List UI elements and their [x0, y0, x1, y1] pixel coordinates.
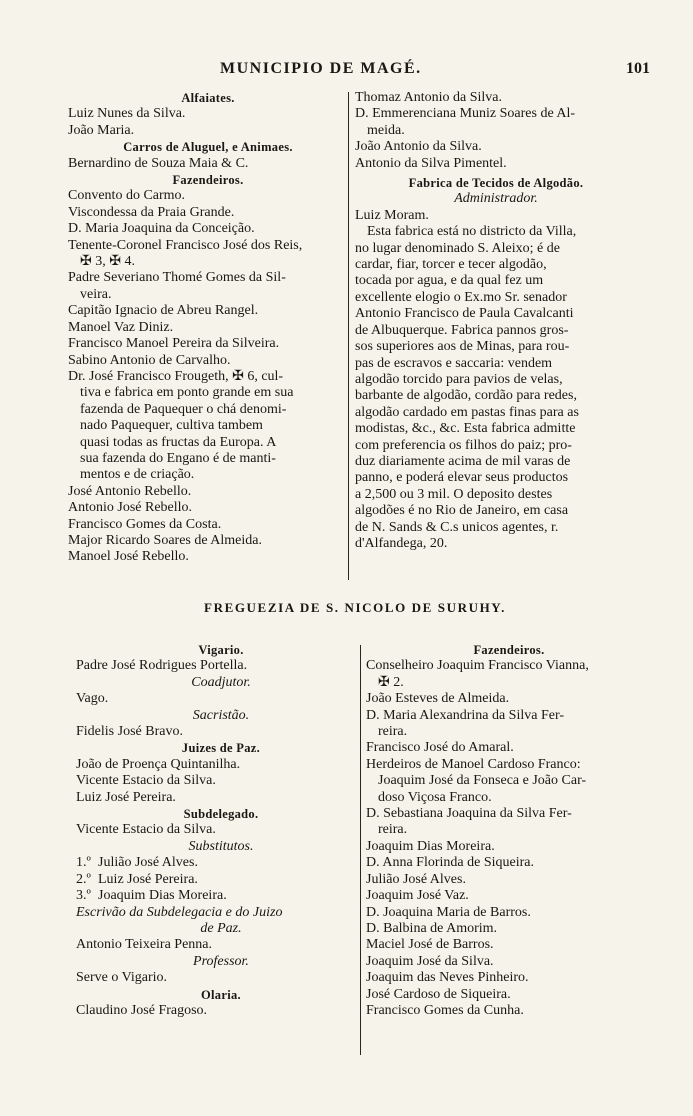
paragraph-line: pas de escravos e saccaria: vendem [355, 355, 553, 371]
list-item: Sabino Antonio de Carvalho. [68, 352, 231, 368]
list-item: Francisco Manoel Pereira da Silveira. [68, 336, 280, 352]
list-item: Convento do Carmo. [68, 188, 186, 204]
juizes-heading: Juizes de Paz. [181, 741, 261, 756]
list-item: Capitão Ignacio de Abreu Rangel. [68, 303, 259, 319]
list-item: fazenda de Paquequer o chá denomi- [80, 401, 287, 417]
paragraph-line: duz diariamente acima de mil varas de [355, 453, 571, 469]
section-title: FREGUEZIA DE S. NICOLO DE SURUHY. [204, 600, 506, 615]
substitutos-label: Substitutos. [188, 838, 254, 854]
list-item: Manoel José Rebello. [68, 549, 189, 565]
substituto-name: Luiz José Pereira. [98, 871, 198, 887]
list-item: D. Maria Joaquina da Conceição. [68, 221, 255, 237]
list-item: Francisco Gomes da Cunha. [366, 1002, 524, 1018]
alfaiates-list [68, 106, 348, 139]
list-item: ✠ 2. [378, 674, 404, 690]
fazendeiros-heading: Fazendeiros. [172, 173, 244, 188]
paragraph-line: com preferencia os filhos do paiz; pro- [355, 437, 572, 453]
administrador-name: Luiz Moram. [355, 207, 429, 223]
column-divider-top [348, 92, 349, 580]
list-item: Joaquim José Vaz. [366, 888, 469, 904]
paragraph-line: cardar, fiar, torcer e tecer algodão, [355, 257, 547, 273]
paragraph-line: tocada por agua, e da qual fez um [355, 273, 544, 289]
administrador-label: Administrador. [454, 191, 538, 207]
list-item [76, 888, 366, 904]
paragraph-line: a 2,500 ou 3 mil. O deposito destes [355, 486, 553, 502]
list-item: veira. [80, 286, 112, 302]
list-item: D. Sebastiana Joaquina da Silva Fer- [366, 806, 572, 822]
coadjutor-label: Coadjutor. [191, 674, 251, 690]
sacristao-name: Fidelis José Bravo. [76, 724, 183, 740]
list-item [76, 855, 366, 871]
ordinal: 2.º [76, 871, 91, 887]
top-left-column [68, 90, 348, 566]
list-item: meida. [367, 122, 405, 138]
list-item: mentos e de criação. [80, 467, 195, 483]
list-item: Antonio José Rebello. [68, 500, 193, 516]
list-item: José Antonio Rebello. [68, 483, 192, 499]
list-item: Joaquim das Neves Pinheiro. [366, 970, 529, 986]
vigario-name: Padre José Rodrigues Portella. [76, 658, 248, 674]
olaria-heading: Olaria. [201, 987, 241, 1002]
list-item: Viscondessa da Praia Grande. [68, 204, 235, 220]
paragraph-line: Antonio Francisco de Paula Cavalcanti [355, 306, 574, 322]
list-item: Joaquim Dias Moreira. [366, 838, 495, 854]
paragraph-line: de N. Sands & C.s unicos agentes, r. [355, 519, 559, 535]
list-item: Thomaz Antonio da Silva. [355, 90, 502, 105]
vigario-heading: Vigario. [198, 643, 244, 657]
list-item: reira. [378, 822, 408, 838]
fazendeiros-list [68, 188, 348, 565]
sacristao-label: Sacristão. [192, 707, 250, 723]
subdelegado-heading: Subdelegado. [183, 807, 259, 822]
list-item: nado Paquequer, cultiva tambem [80, 418, 263, 434]
list-item: Luiz José Pereira. [76, 789, 176, 805]
list-item: tiva e fabrica em ponto grande em sua [80, 385, 294, 401]
list-item: D. Anna Florinda de Siqueira. [366, 855, 534, 871]
fabrica-heading: Fabrica de Tecidos de Algodão. [408, 176, 584, 191]
list-item: João Antonio da Silva. [355, 139, 482, 155]
list-item: João Esteves de Almeida. [366, 691, 510, 707]
ordinal: 3.º [76, 888, 91, 904]
list-item: Vicente Estacio da Silva. [76, 773, 216, 789]
bottom-right-column [366, 642, 652, 1019]
list-item: D. Emmerenciana Muniz Soares de Al- [355, 106, 576, 122]
fabrica-description [355, 224, 637, 552]
list-item: Maciel José de Barros. [366, 937, 494, 953]
list-item: Bernardino de Souza Maia & C. [68, 155, 249, 171]
list-item: ✠ 3, ✠ 4. [80, 254, 135, 270]
list-item: doso Viçosa Franco. [378, 789, 492, 805]
list-item: José Cardoso de Siqueira. [366, 986, 511, 1002]
paragraph-line: algodão torcido para pavios de velas, [355, 371, 563, 387]
list-item: Major Ricardo Soares de Almeida. [68, 532, 263, 548]
escrivao-name: Antonio Teixeira Penna. [76, 937, 213, 953]
paragraph-line: panno, e poderá elevar seus productos [355, 470, 569, 486]
list-item: João Maria. [68, 122, 135, 138]
paragraph-line: sos superiores aos de Minas, para rou- [355, 339, 570, 355]
list-item: D. Joaquina Maria de Barros. [366, 904, 531, 920]
alfaiates-heading: Alfaiates. [181, 91, 235, 105]
list-item: Tenente-Coronel Francisco José dos Reis, [68, 237, 303, 253]
carros-heading: Carros de Aluguel, e Animaes. [123, 140, 293, 155]
substituto-name: Joaquim Dias Moreira. [98, 888, 227, 904]
list-item: Manoel Vaz Diniz. [68, 319, 174, 335]
paragraph-line: algodão cardado em pastas finas para as [355, 404, 579, 420]
paragraph-line: algodões é no Rio de Janeiro, em casa [355, 503, 569, 519]
list-item: Padre Severiano Thomé Gomes da Sil- [68, 270, 286, 286]
top-right-column [355, 90, 637, 552]
list-item: Luiz Nunes da Silva. [68, 106, 186, 122]
list-item: Francisco José do Amaral. [366, 740, 514, 756]
bottom-left-column [76, 642, 366, 1019]
page-number: 101 [626, 60, 650, 77]
list-item: reira. [378, 724, 408, 740]
paragraph-line: de Albuquerque. Fabrica pannos gros- [355, 322, 569, 338]
paragraph-line: no lugar denominado S. Aleixo; é de [355, 240, 560, 256]
substituto-name: Julião José Alves. [98, 855, 198, 871]
list-item: João de Proença Quintanilha. [76, 756, 241, 772]
list-item: Conselheiro Joaquim Francisco Vianna, [366, 658, 589, 674]
page-header [70, 60, 650, 82]
professor-name: Serve o Vigario. [76, 970, 168, 986]
list-item: D. Maria Alexandrina da Silva Fer- [366, 707, 564, 723]
ordinal: 1.º [76, 855, 91, 871]
list-item: quasi todas as fructas da Europa. A [80, 434, 277, 450]
paragraph-line: modistas, &c., &c. Esta fabrica admitte [355, 421, 576, 437]
list-item: Antonio da Silva Pimentel. [355, 155, 507, 171]
subdelegado-name: Vicente Estacio da Silva. [76, 822, 216, 838]
list-item: Joaquim José da Fonseca e João Car- [378, 773, 587, 789]
list-item: D. Balbina de Amorim. [366, 920, 498, 936]
page-title: MUNICIPIO DE MAGÉ. [220, 60, 422, 77]
escrivao-label: Escrivão da Subdelegacia e do Juizo [76, 904, 283, 920]
list-item: Julião José Alves. [366, 871, 466, 887]
olaria-name: Claudino José Fragoso. [76, 1002, 208, 1018]
professor-label: Professor. [193, 953, 249, 969]
escrivao-label-continued: de Paz. [200, 920, 242, 936]
list-item: Francisco Gomes da Costa. [68, 516, 222, 532]
paragraph-line: d'Alfandega, 20. [355, 535, 448, 551]
paragraph-line: Esta fabrica está no districto da Villa, [367, 224, 577, 240]
list-item: sua fazenda do Engano é de manti- [80, 450, 276, 466]
list-item: Joaquim José da Silva. [366, 953, 494, 969]
fazendeiros-heading: Fazendeiros. [473, 643, 545, 657]
paragraph-line: excellente elogio o Ex.mo Sr. senador [355, 289, 567, 305]
list-item: Dr. José Francisco Frougeth, ✠ 6, cul- [68, 368, 284, 384]
paragraph-line: barbante de algodão, cordão para redes, [355, 388, 577, 404]
list-item [76, 872, 366, 888]
list-item: Herdeiros de Manoel Cardoso Franco: [366, 756, 581, 772]
coadjutor-name: Vago. [76, 691, 109, 707]
